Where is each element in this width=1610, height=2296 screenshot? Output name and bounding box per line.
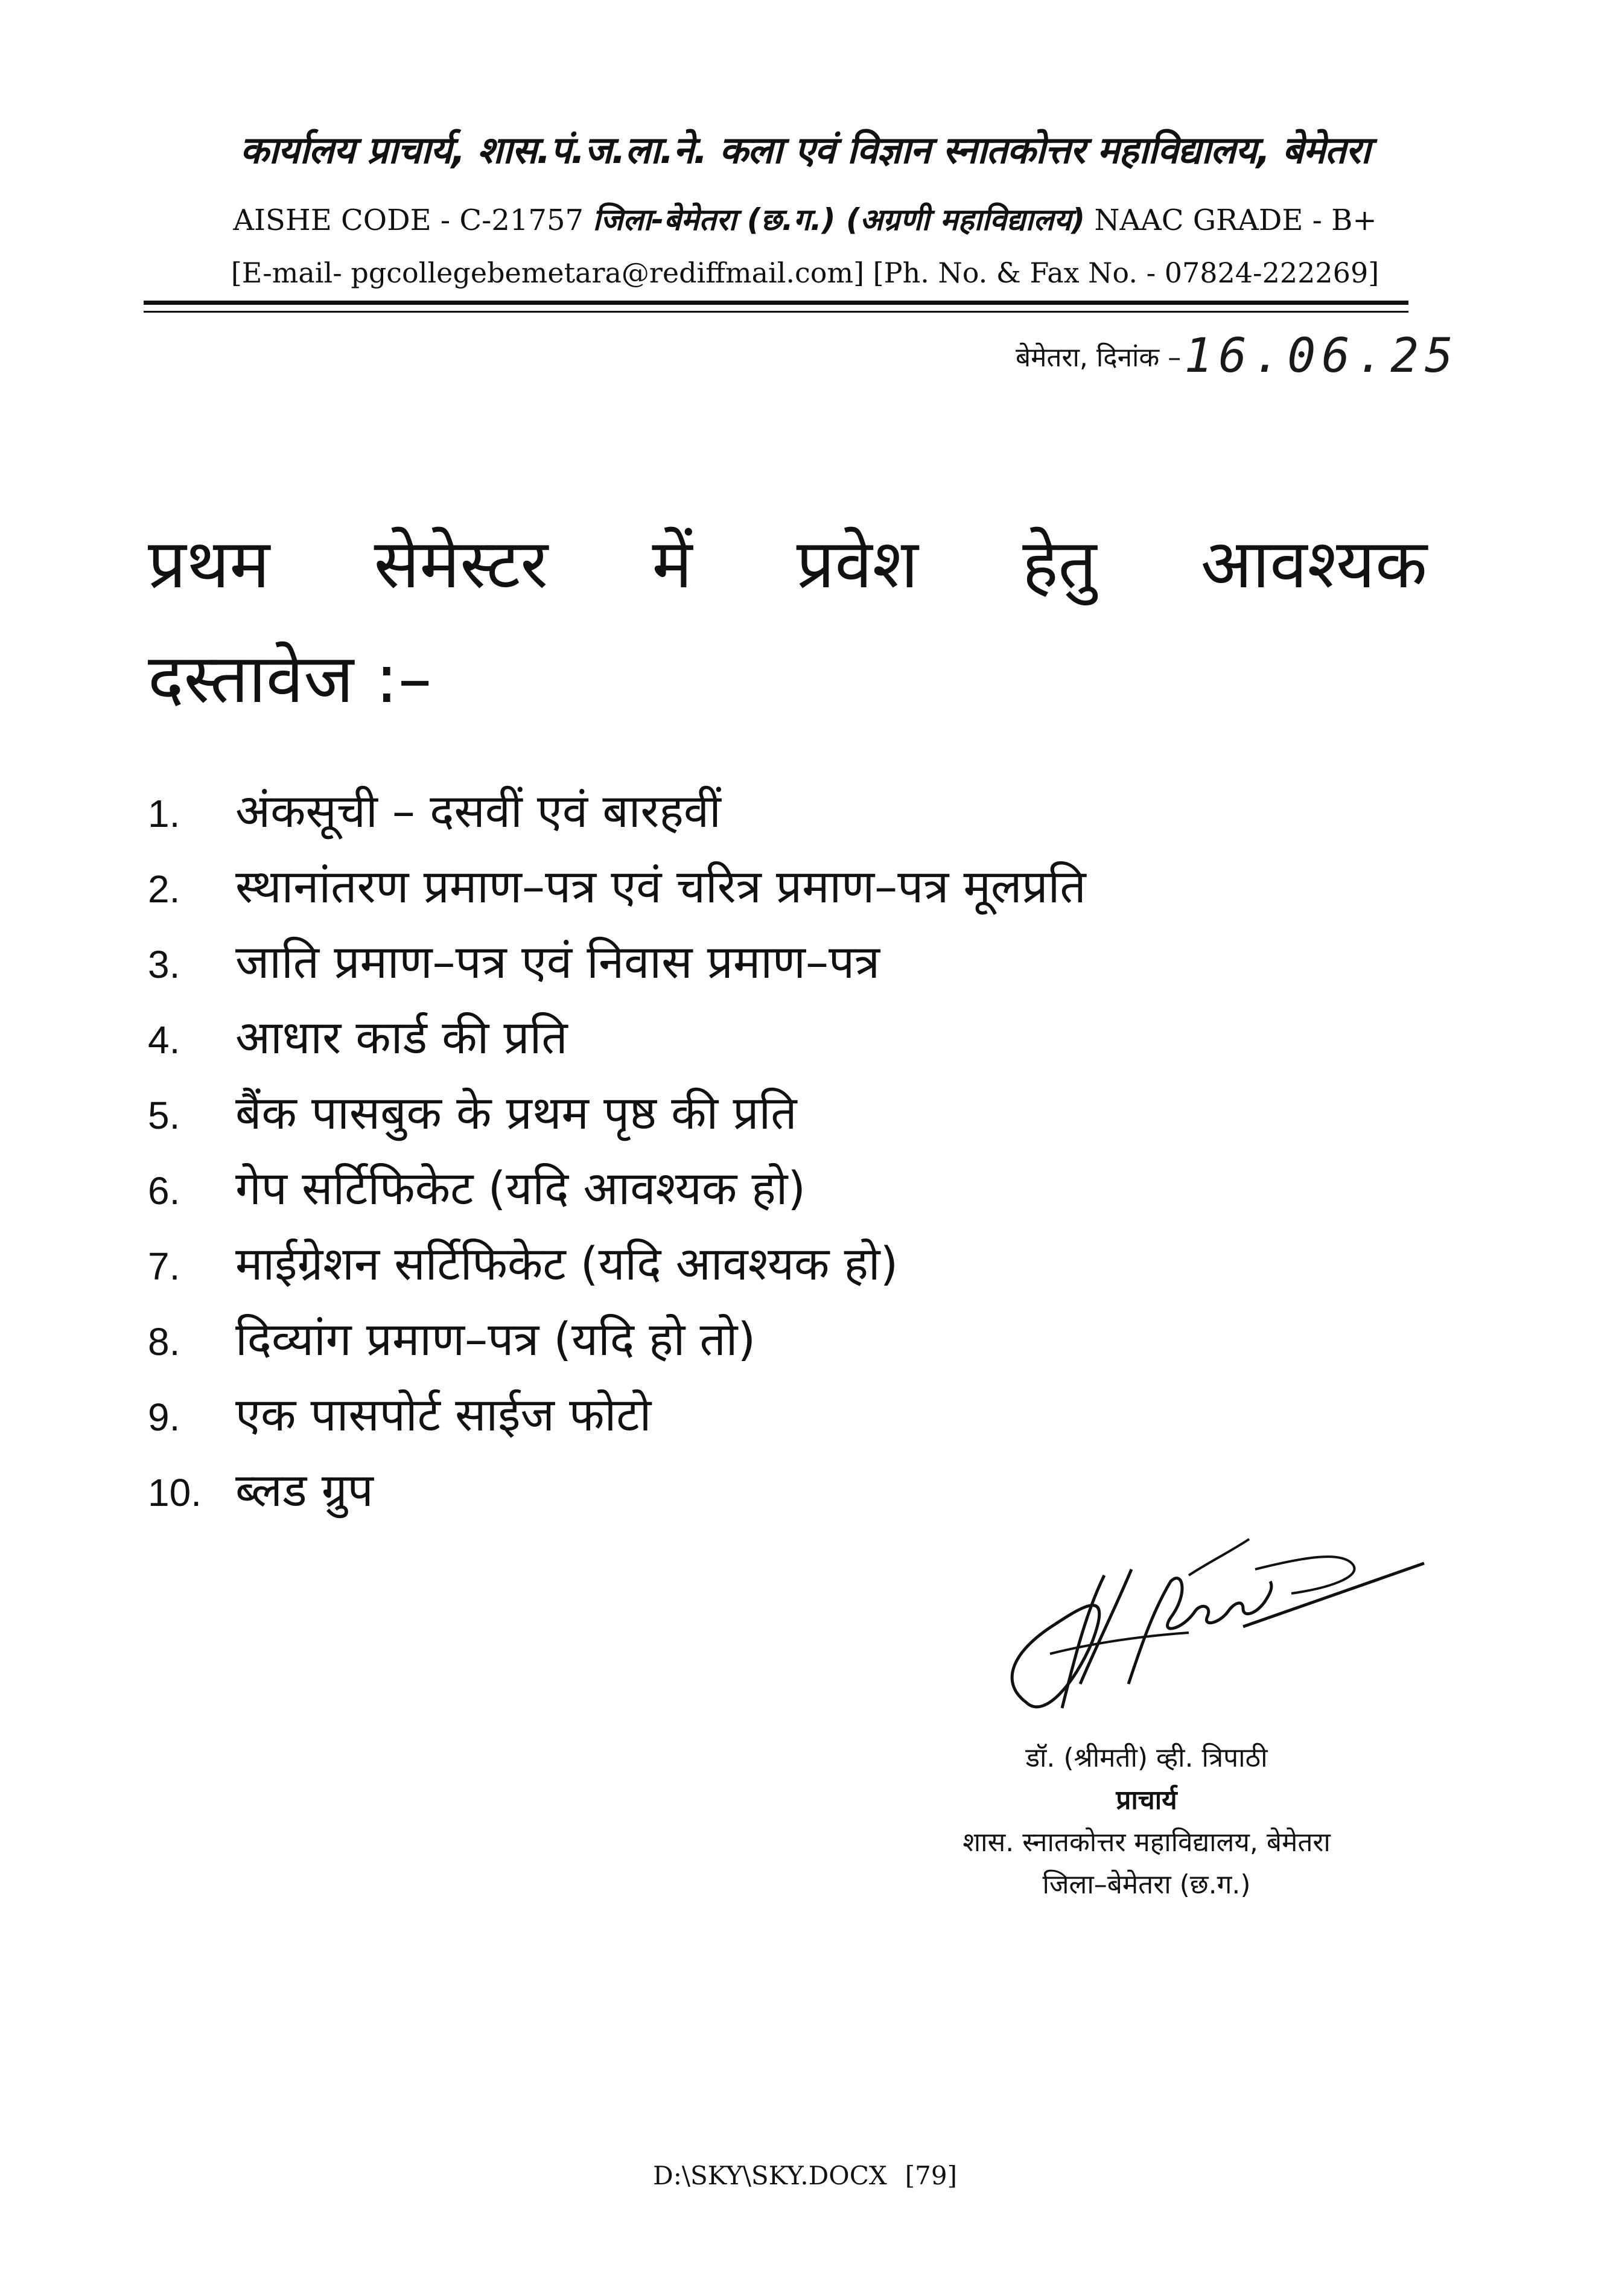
title-word: सेमेस्टर [374, 525, 549, 604]
date-line [1016, 329, 1459, 383]
item-number: 9. [148, 1395, 180, 1439]
title-word: प्रवेश [796, 525, 918, 604]
title-word: में [652, 525, 693, 604]
list-item [148, 1080, 1086, 1156]
item-text: माईग्रेशन सर्टिफिकेट (यदि आवश्यक हो) [235, 1237, 899, 1290]
item-text: स्थानांतरण प्रमाण–पत्र एवं चरित्र प्रमाण–पत्र मूलप्रति [235, 859, 1086, 913]
footer-page-number: [79] [905, 2161, 957, 2190]
required-documents-list [148, 779, 1086, 1533]
signatory-institution: शास. स्नातकोत्तर महाविद्यालय, बेमेतरा [962, 1827, 1331, 1858]
list-item [148, 1458, 1086, 1533]
item-number: 10. [148, 1471, 202, 1514]
signatory-name: डॉ. (श्रीमती) व्ही. त्रिपाठी [1025, 1743, 1268, 1773]
letterhead-rule-thin [144, 311, 1408, 313]
list-item [148, 779, 1086, 854]
letterhead-contact: [E-mail- pgcollegebemetara@rediffmail.com] [Ph. No. & Fax No. - 07824-222269] [231, 257, 1379, 289]
item-text: आधार कार्ड की प्रति [235, 1010, 568, 1064]
title-word: प्रथम [148, 525, 270, 604]
naac-grade: NAAC GRADE - B+ [1094, 203, 1377, 237]
list-item [148, 1005, 1086, 1080]
list-item [148, 1382, 1086, 1458]
item-number: 1. [148, 792, 180, 835]
list-item [148, 930, 1086, 1005]
handwritten-signature [990, 1503, 1430, 1756]
letterhead-office-title: कार्यालय प्राचार्य, शास.पं.ज.ला.ने. कला एवं विज्ञान स्नातकोत्तर महाविद्यालय, बेमेतरा [240, 128, 1370, 172]
item-text: गेप सर्टिफिकेट (यदि आवश्यक हो) [235, 1161, 806, 1215]
item-number: 8. [148, 1320, 180, 1363]
item-text: दिव्यांग प्रमाण–पत्र (यदि हो तो) [235, 1312, 756, 1366]
district-lead-college: जिला-बेमेतरा (छ.ग.) (अग्रणी महाविद्यालय) [593, 202, 1086, 237]
item-number: 4. [148, 1018, 180, 1062]
item-number: 3. [148, 943, 180, 986]
aishe-code: AISHE CODE - C-21757 [233, 203, 584, 237]
date-label: बेमेतरा, दिनांक – [1015, 342, 1182, 373]
list-item [148, 1231, 1086, 1307]
signatory-designation: प्राचार्य [1116, 1785, 1177, 1816]
page-title [148, 507, 1427, 736]
item-number: 6. [148, 1169, 180, 1213]
item-text: जाति प्रमाण–पत्र एवं निवास प्रमाण–पत्र [235, 935, 880, 989]
item-number: 2. [148, 867, 180, 911]
footer-file-path: D:\SKY\SKY.DOCX [653, 2161, 887, 2190]
title-line-1 [148, 507, 1427, 622]
list-item [148, 854, 1086, 930]
item-number: 5. [148, 1094, 180, 1137]
footer [0, 2161, 1610, 2190]
letterhead-rule-thick [144, 301, 1408, 305]
item-text: अंकसूची – दसवीं एवं बारहवीं [235, 784, 721, 838]
item-text: बैंक पासबुक के प्रथम पृष्ठ की प्रति [235, 1086, 797, 1140]
item-number: 7. [148, 1245, 180, 1288]
item-text: एक पासपोर्ट साईज फोटो [235, 1388, 652, 1441]
item-text: ब्लड ग्रुप [235, 1463, 374, 1517]
title-word: हेतु [1022, 525, 1097, 604]
letterhead-codes [121, 198, 1489, 239]
date-value: 16.06.25 [1184, 329, 1459, 383]
signatory-district: जिला–बेमेतरा (छ.ग.) [1042, 1869, 1251, 1900]
list-item [148, 1307, 1086, 1382]
list-item [148, 1156, 1086, 1231]
title-word: आवश्यक [1200, 525, 1427, 604]
title-line-2: दस्तावेज :– [148, 640, 432, 718]
